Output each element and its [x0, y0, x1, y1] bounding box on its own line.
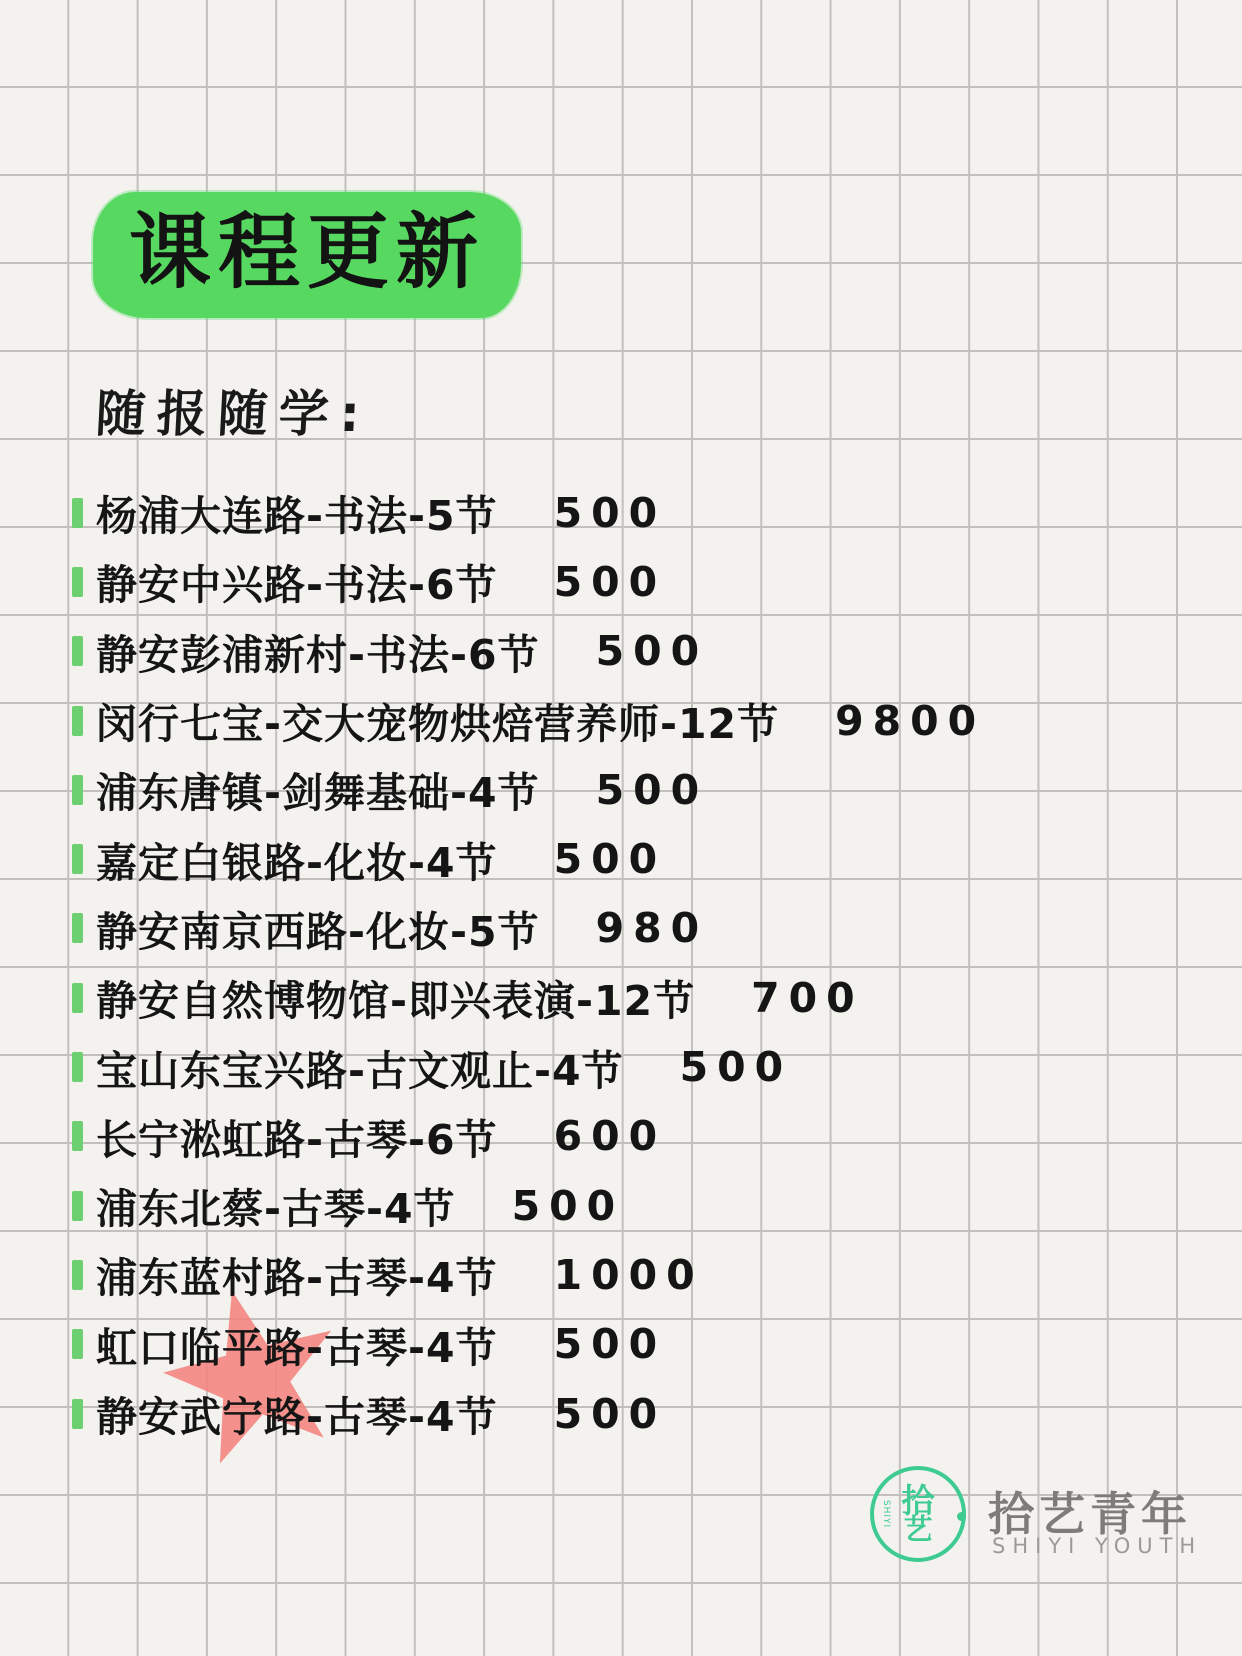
- course-name: 嘉定白银路-化妆-4节: [96, 838, 498, 887]
- course-price: 500: [553, 835, 667, 884]
- course-price: 600: [553, 1112, 667, 1161]
- course-name: 静安武宁路-古琴-4节: [96, 1393, 498, 1441]
- course-name: 长宁淞虹路-古琴-6节: [96, 1115, 498, 1164]
- brand-logo: [870, 1462, 1203, 1574]
- course-price: 1000: [553, 1250, 704, 1299]
- course-row: [72, 963, 1172, 1032]
- course-name: 静安自然博物馆-即兴表演-12节: [96, 977, 696, 1026]
- course-row: [72, 1171, 1172, 1240]
- bullet-icon: [72, 1260, 83, 1290]
- logo-badge-char-top: 拾: [901, 1480, 935, 1520]
- bullet-icon: [72, 567, 83, 597]
- page-title-badge: [93, 192, 521, 318]
- bullet-icon: [72, 983, 83, 1013]
- course-name: 静安中兴路-书法-6节: [96, 561, 498, 610]
- course-row: [72, 1240, 1172, 1309]
- course-price: 500: [679, 1043, 793, 1092]
- course-row: [72, 1379, 1172, 1448]
- course-price: 500: [553, 1389, 667, 1438]
- course-name: 虹口临平路-古琴-4节: [96, 1323, 498, 1372]
- course-list: [72, 478, 1172, 1448]
- course-row: [72, 686, 1172, 755]
- subtitle: 随报随学:: [94, 385, 373, 443]
- course-price: 700: [751, 973, 864, 1022]
- course-price: 500: [553, 1320, 667, 1369]
- course-name: 静安彭浦新村-书法-6节: [96, 630, 540, 679]
- course-row: [72, 478, 1172, 547]
- bullet-icon: [72, 706, 83, 736]
- bullet-icon: [72, 1052, 83, 1082]
- course-price: 500: [595, 627, 709, 676]
- course-row: [72, 617, 1172, 686]
- course-name: 浦东唐镇-剑舞基础-4节: [96, 769, 540, 818]
- logo-side-text: SHIYI: [881, 1499, 891, 1529]
- course-name: 静安南京西路-化妆-5节: [96, 907, 540, 956]
- course-name: 浦东蓝村路-古琴-4节: [96, 1254, 498, 1303]
- course-row: [72, 1102, 1172, 1171]
- course-price: 500: [595, 765, 709, 814]
- course-price: 500: [553, 557, 667, 606]
- course-row: [72, 755, 1172, 824]
- course-price: 500: [511, 1181, 625, 1230]
- bullet-icon: [72, 1329, 83, 1359]
- course-row: [72, 894, 1172, 963]
- bullet-icon: [72, 844, 83, 874]
- logo-badge-icon: [870, 1466, 966, 1562]
- bullet-icon: [72, 498, 83, 528]
- course-price: 9800: [835, 696, 986, 745]
- course-row: [72, 824, 1172, 893]
- course-row: [72, 1310, 1172, 1379]
- bullet-icon: [72, 775, 83, 805]
- course-name: 闵行七宝-交大宠物烘焙营养师-12节: [96, 700, 780, 749]
- course-price: 980: [595, 904, 709, 953]
- brand-name-en: SHIYI YOUTH: [992, 1534, 1203, 1558]
- bullet-icon: [72, 1399, 83, 1429]
- course-name: 杨浦大连路-书法-5节: [96, 492, 498, 541]
- course-row: [72, 547, 1172, 616]
- logo-badge-char-bottom: 艺: [903, 1511, 933, 1546]
- bullet-icon: [72, 636, 83, 666]
- page-title: 课程更新: [129, 205, 486, 300]
- logo-badge-dot: [957, 1512, 966, 1521]
- bullet-icon: [72, 1191, 83, 1221]
- course-row: [72, 1032, 1172, 1101]
- bullet-icon: [72, 913, 83, 943]
- bullet-icon: [72, 1121, 83, 1151]
- course-name: 宝山东宝兴路-古文观止-4节: [96, 1046, 624, 1095]
- brand-name-cn: 拾艺青年: [988, 1487, 1192, 1541]
- course-name: 浦东北蔡-古琴-4节: [96, 1185, 456, 1234]
- course-price: 500: [553, 488, 667, 537]
